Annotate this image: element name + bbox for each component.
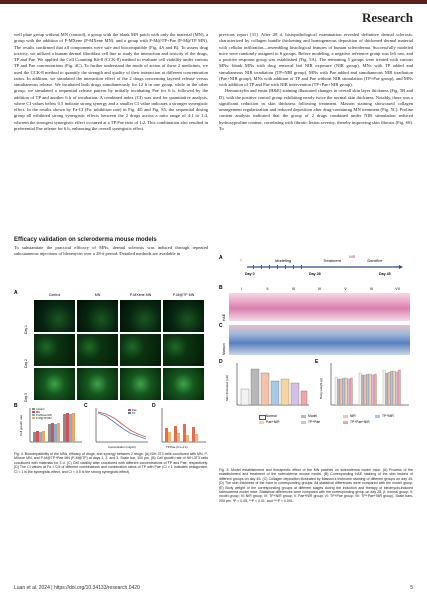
fig5-caption: Fig. 5. Model establishment and therapeutic effect of the MN patches on scleroderma model mice. (A) Process of the establishment and treatment of the scleroderma mouse model. (B) Corresponding H&E staining of the skin lesions of different groups on day 45. (C) Collagen deposition illustrated by Masson's trichrome staining of different groups on day 45. (D) The skin thickness of the mice in corresponding groups. All statistical differences were compared with the model group. (E) Body weight of the corresponding groups at different stages during the induction and therapy of bleomycin-induced scleroderma model mice. Statistical differences were compared with the corresponding group on day 28. (I: normal group; II: model group; III: NIR group; IV: TP+NIR group; V: Pae+NIR group; VI: TP+Pae group; VII: TP+Pae+NIR group). Scale bars, 200 μm. *P < 0.05, **P < 0.01, and ***P < 0.001.	[219, 468, 413, 503]
left-paragraph: well plate group without MN (control), a group with the blank MN patch with only the material (MN), a group with the addition of P-MXene (P-MXene MN), and a group with P-M@TP+Pae (P-M@TP MN). The results confirmed that all components were safe and biocompatible (Fig. 4A and B). To assess drug toxicity, we utilized a human dermal fibroblast cell line to study the interaction and toxicity of the drugs, TP and Pae. We applied the Cell Counting Kit-8 (CCK-8) method to evaluate cell viability under various TP and Pae concentrations (Fig. 4C). To further understand the mode of action of these 2 medicines, we used the CCK-8 method to quantify the strength and quality of their interaction at different concentration ratios. In addition, we simulated the interaction effect of the 2 drugs concerning layered release versus simultaneous release. We incubated both drugs simultaneously for 12 h in one group, while in the other group, we simulated a sequential release pattern by initially incubating Pae for 6 h, followed by the addition of TP and another 6 h of incubation. A combined index (CI) was used for quantitative analysis, where CI values below 0.5 indicate strong synergy and a smaller CI value indicates a stronger synergistic effect. In the results shown by Fa-CI (Fa: inhibition rate) in Fig. 4D and Fig. S5, the sequential dosing group all exhibited strong synergistic effects between the 2 drugs across a ratio range of 4:1 to 1:4, wherein the strongest synergistic effect occurred at a TP:Pae ratio of 1:2. This combination also resulted in preferential Pae release for 6 h, enhancing the overall synergistic effect.	[14, 32, 208, 131]
legend-swatch	[259, 415, 266, 420]
group-header: VII	[395, 287, 400, 291]
fig4-col-pmtp: P-M@TP MN	[172, 293, 195, 297]
legend-label: Normal	[266, 414, 277, 418]
section-heading: Efficacy validation on scleroderma mouse models	[14, 237, 157, 243]
group-header: II	[266, 287, 269, 291]
fig5-chart-d	[225, 361, 311, 411]
mouse-icon: 🐁	[239, 258, 243, 262]
group-header: V	[344, 287, 347, 291]
he-stain-strip	[229, 293, 410, 321]
right-paragraph-1: previous report [31]. After 28 d, histopathological examination revealed definitive dermal sclerosis, characterized by collagen bundle thickening and homogeneous deposition of thickened dermal material with cellular infiltration—resembling histological features of human scleroderma. Successfully modeled mice were randomly assigned to 6 groups. Before modeling, a negative reference group was left raw, and a positive response group was established (Fig. 5A). The remaining 5 groups were treated with various MNs: blank MNs with drug removal but NIR exposure (NIR group), MNs with TP added and simultaneous NIR irradiation (TP+NIR group), MNs with Pae added and simultaneous NIR irradiation (Pae+NIR group), MNs with addition of TP and Pae without NIR stimulation (TP+Pae group), and MNs with addition of TP and Pae with NIR intervention (TP+Pae+NIR group).	[219, 32, 413, 87]
left-column-text	[14, 32, 208, 236]
fig4-col-mn: MN	[94, 293, 101, 297]
legend-label: Pae	[132, 409, 137, 412]
micrograph	[120, 300, 161, 332]
figure-5	[219, 253, 413, 578]
legend-swatch	[301, 421, 306, 424]
legend-swatch	[375, 415, 380, 418]
legend-swatch	[259, 421, 264, 424]
timeline-day28: Day 28	[309, 272, 321, 276]
fig5-panel-e-label: E	[315, 359, 319, 365]
section-text: To substantiate the practical efficacy of MNs, dermal sclerosis was induced through repeated subcutaneous injections of bleomycin over a 28-d period. Detailed methods are available in	[14, 245, 208, 257]
group-header: III	[292, 287, 295, 291]
timeline-day45: Day 45	[379, 272, 391, 276]
legend-label: TP+Pae+NIR	[350, 420, 370, 424]
fig4-row-day2: Day 2	[24, 359, 28, 368]
timeline-modeling: Modeling	[275, 258, 292, 263]
footer-citation[interactable]: Luan et al. 2024 | https://doi.org/10.34133/research.0420	[14, 585, 140, 591]
chart-d-ylabel: Skin thickness (μm)	[225, 374, 229, 401]
micrograph	[77, 334, 118, 366]
figure-4	[14, 290, 208, 475]
legend-label: TP+Pae	[308, 420, 321, 424]
legend-label: Control	[36, 408, 45, 411]
micrograph	[163, 300, 204, 332]
legend-label: P-MXene MN	[36, 414, 52, 417]
legend-swatch	[301, 415, 306, 418]
micrograph	[77, 300, 118, 332]
micrograph	[34, 368, 75, 400]
fig4-chart-b	[20, 406, 84, 450]
fig4-panel-a-label: A	[14, 290, 18, 296]
micrograph	[163, 368, 204, 400]
legend-label: TP+NIR	[382, 414, 394, 418]
fig4-col-control: Control	[48, 293, 61, 297]
legend-label: P-M@TP MN	[36, 417, 52, 420]
fig4-chart-d	[156, 406, 208, 450]
legend-label: Pae+NIR	[266, 420, 280, 424]
micrograph	[34, 300, 75, 332]
micrograph	[120, 334, 161, 366]
timeline-sacrifice: Sacrifice	[367, 258, 383, 263]
group-header: I	[241, 287, 242, 291]
micrograph	[77, 368, 118, 400]
fig4-col-pmxene: P-MXene MN	[129, 293, 152, 297]
legend-swatch	[343, 421, 348, 424]
fig4-row-day1: Day 1	[24, 325, 28, 334]
micrograph	[120, 368, 161, 400]
legend-label: NIR	[350, 414, 356, 418]
micrograph	[34, 334, 75, 366]
right-column-text	[219, 32, 413, 232]
fig5-chart-e	[319, 361, 411, 411]
fig4-panel-c-label: C	[84, 403, 88, 409]
fig4-row-day3: Day 3	[24, 393, 28, 402]
chart-c-xlabel: Concentration (mg/ml)	[108, 445, 136, 449]
bar-cluster	[335, 370, 401, 405]
series-line	[98, 413, 146, 439]
chart-e-ylabel: Body weight (g)	[319, 378, 323, 399]
masson-stain-strip	[229, 325, 410, 355]
fig5-panel-a-label: A	[219, 255, 223, 261]
chart-d-xlabel: TP:Pae (4:1~1:4)	[166, 445, 188, 449]
header-rule	[0, 0, 427, 4]
fig4-panel-b-label: B	[14, 403, 18, 409]
timeline-day0: Day 0	[245, 272, 255, 276]
fig5-panel-d-label: D	[219, 359, 223, 365]
stain-masson: Masson	[222, 343, 226, 355]
group-header: VI	[369, 287, 374, 291]
page-number: 5	[410, 585, 413, 591]
legend-label: MN	[36, 411, 41, 414]
fig4-panel-d-label: D	[152, 403, 156, 409]
timeline-treatment: Treatment	[323, 258, 341, 263]
chart-b-ylabel: Cell growth rate	[19, 414, 23, 436]
group-header: IV	[317, 287, 322, 291]
fig4-chart-c	[88, 406, 150, 450]
micrograph	[163, 334, 204, 366]
fig5-panel-b-label: B	[219, 285, 223, 291]
legend-label: Model	[308, 414, 317, 418]
legend-swatch	[343, 415, 348, 418]
legend-label: TP	[132, 412, 136, 415]
journal-title: Research	[361, 10, 413, 25]
timeline-nir: NIR	[349, 255, 356, 259]
stain-he: H&E	[222, 314, 226, 321]
fig5-panel-c-label: C	[219, 323, 223, 329]
right-paragraph-2: Hematoxylin and eosin (H&E) staining illustrated changes in overall skin layer thickness (Fig. 5B and D), with the positive control group exhibiting nearly twice the normal skin thickness. Notably, there was a significant reduction in skin thickness following treatment. Masson staining showcased collagen arrangement regularization and reduced deposition after drug-containing MN treatment (Fig. 5C). Proline content analysis indicated that the group of 2 drugs combined under NIR stimulation reduced hydroxyproline content, correlating with fibrotic lesion severity, thereby improving skin fibrosis (Fig. S6). To	[219, 88, 413, 131]
fig4-caption: Fig. 4. Biocompatibility of the MNs, efficacy of drugs, and synergy between 2 drugs. (A) NIH-3T3 cells cocultured with MN, P-MXene MN, and P-M@TP+Pae MN (P-M@TP) at days 1, 2, and 3. Scale bar, 100 μm. (B) Cell growth rate of NIH-3T3 cells cocultured with materials for 3 d. (C) Cell viability after cocultured with different concentrations of TP and Pae, respectively. (D) The CI values at Fa = 0.5 of different combinations and combination ratios of TP with Pae (CI > 1 indicates antagonism, CI < 1 is the synergistic effect, and CI < 0.5 is the strong synergistic effect).	[14, 452, 208, 474]
